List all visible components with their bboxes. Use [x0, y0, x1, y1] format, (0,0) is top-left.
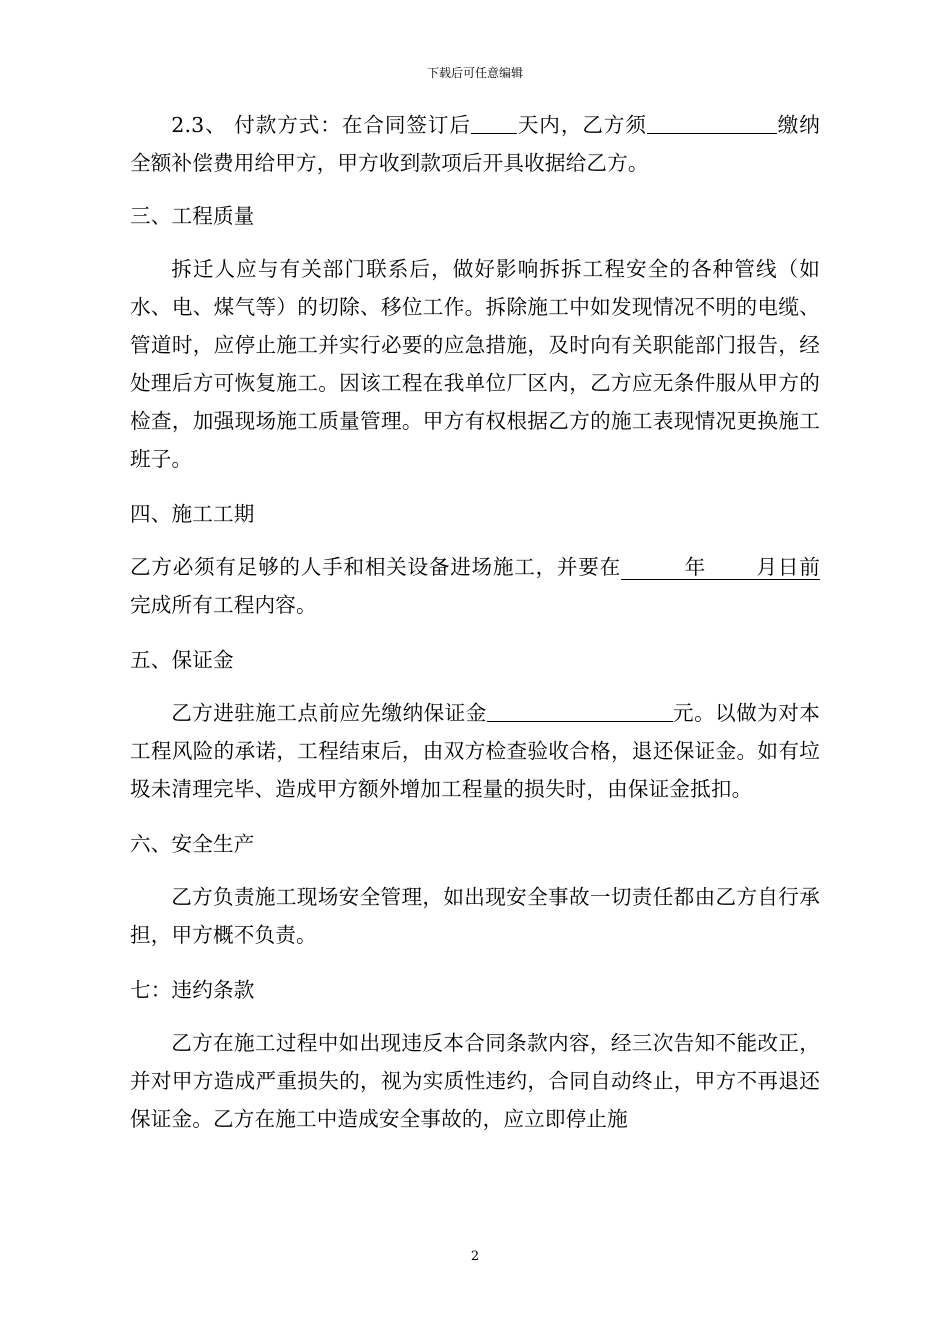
- section-7-heading: 七：违约条款: [130, 978, 255, 1002]
- payment-method-paragraph: [130, 106, 820, 182]
- days-blank: [471, 113, 517, 135]
- day-before-label: 日前: [777, 555, 820, 579]
- page-number: 2: [470, 1249, 480, 1264]
- month-label: 月: [755, 555, 778, 579]
- payment-method-text-3: 缴纳全额补偿费用给甲方，甲方收到款项后开具收据给乙方。: [130, 113, 820, 175]
- payment-method-text-2: 天内，乙方须: [516, 113, 647, 137]
- section-4-heading: 四、施工工期: [130, 502, 255, 526]
- section-5-text-1: 乙方进驻施工点前应先缴纳保证金: [171, 701, 487, 725]
- deadline-date-field: [621, 555, 820, 580]
- section-4-text-2: 完成所有工程内容。: [130, 593, 317, 617]
- section-3-body: 拆迁人应与有关部门联系后，做好影响拆拆工程安全的各种管线（如水、电、煤气等）的切除、移位工作。拆除施工中如发现情况不明的电缆、管道时，应停止施工并实行必要的应急措施，及时向有关职能部门报告，经处理后方可恢复施工。因该工程在我单位厂区内，乙方应无条件服从甲方的检查，加强现场施工质量管理。甲方有权根据乙方的施工表现情况更换施工班子。: [130, 257, 820, 471]
- section-3-heading: 三、工程质量: [130, 204, 255, 228]
- document-body: [130, 106, 820, 1138]
- year-label: 年: [683, 555, 706, 579]
- payment-method-text-1: 2.3、 付款方式：在合同签订后: [171, 113, 471, 137]
- section-4-text-1: 乙方必须有足够的人手和相关设备进场施工，并要在: [130, 555, 621, 579]
- section-5-body: [130, 694, 820, 808]
- section-6-body: 乙方负责施工现场安全管理，如出现安全事故一切责任都由乙方自行承担，甲方概不负责。: [130, 885, 820, 947]
- section-6-heading: 六、安全生产: [130, 832, 255, 856]
- header-note: 下载后可任意编辑: [426, 66, 523, 80]
- deposit-amount-blank: [487, 701, 673, 723]
- section-7-body: 乙方在施工过程中如出现违反本合同条款内容，经三次告知不能改正，并对甲方造成严重损失的，视为实质性违约，合同自动终止，甲方不再退还保证金。乙方在施工中造成安全事故的，应立即停止施: [130, 1031, 820, 1131]
- section-5-text-2: 元。以做为对本工程风险的承诺，工程结束后，由双方检查验收合格，退还保证金。如有垃圾未清理完毕、造成甲方额外增加工程量的损失时，由保证金抵扣。: [130, 701, 820, 801]
- payment-date-blank: [647, 113, 777, 135]
- section-4-body: [130, 548, 820, 624]
- section-5-heading: 五、保证金: [130, 648, 234, 672]
